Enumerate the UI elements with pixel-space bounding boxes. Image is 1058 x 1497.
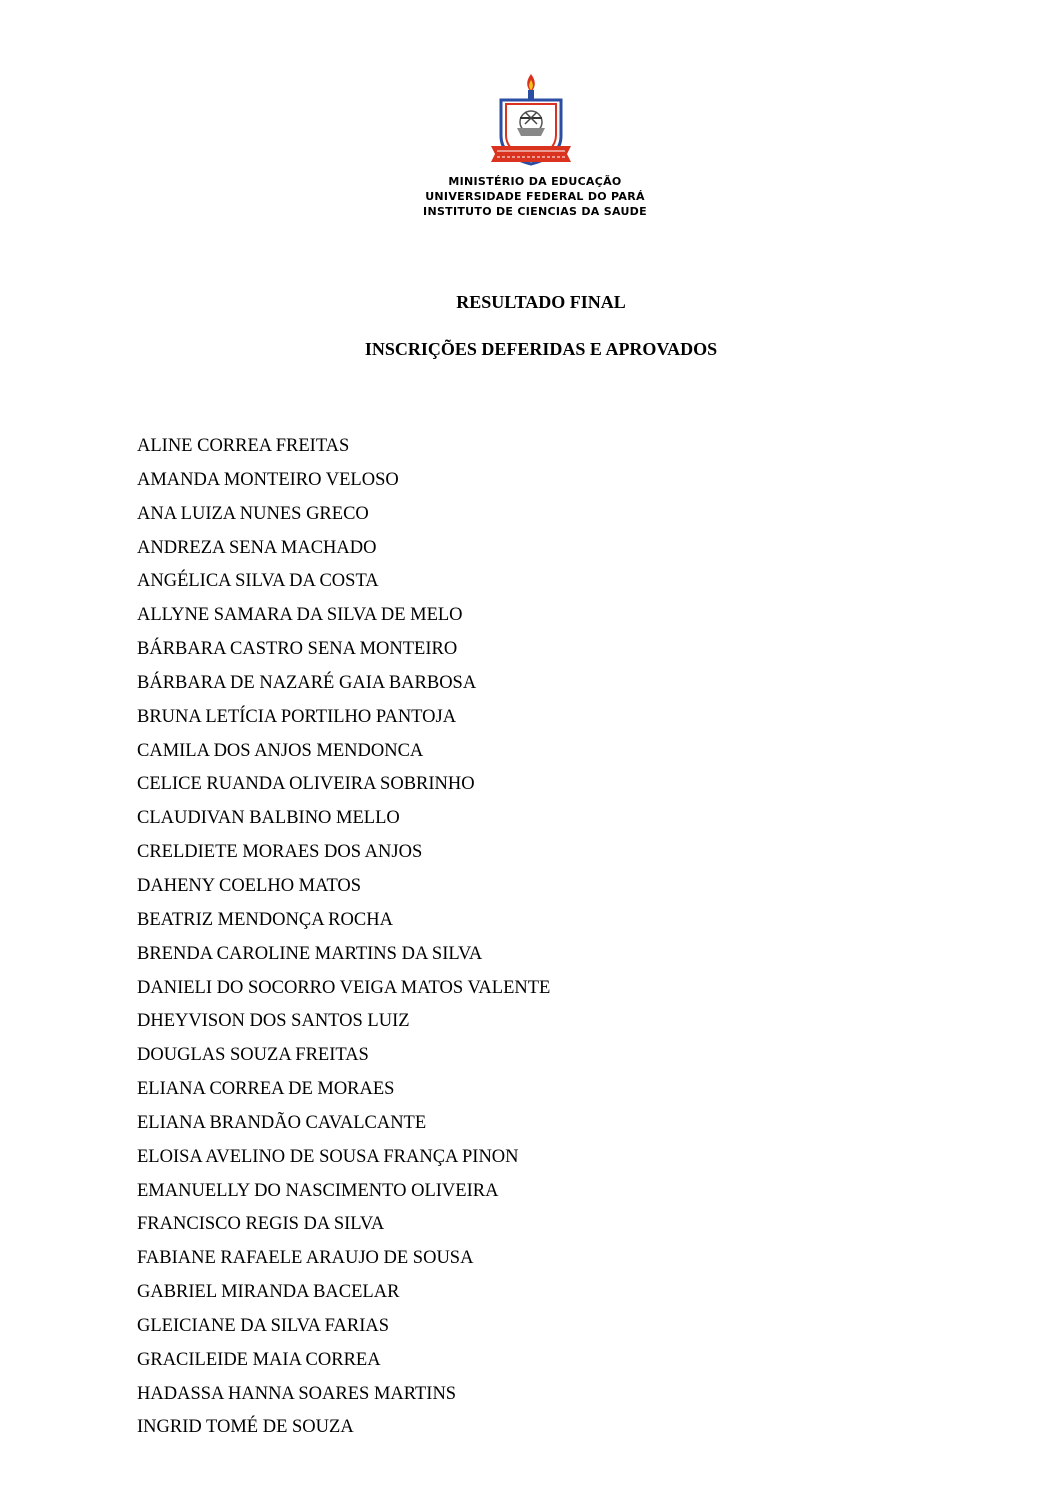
list-item: GRACILEIDE MAIA CORREA xyxy=(137,1349,381,1370)
list-item: BRENDA CAROLINE MARTINS DA SILVA xyxy=(137,943,483,964)
list-item: BÁRBARA CASTRO SENA MONTEIRO xyxy=(137,639,458,660)
university-name: UNIVERSIDADE FEDERAL DO PARÁ xyxy=(425,190,645,203)
list-item: CRELDIETE MORAES DOS ANJOS xyxy=(137,842,423,863)
list-item: ANGÉLICA SILVA DA COSTA xyxy=(137,571,379,592)
list-item: CLAUDIVAN BALBINO MELLO xyxy=(137,808,400,829)
list-item: BEATRIZ MENDONÇA ROCHA xyxy=(137,909,393,930)
document-title: RESULTADO FINAL xyxy=(456,292,626,312)
list-item: DAHENY COELHO MATOS xyxy=(137,875,362,896)
list-item: DOUGLAS SOUZA FREITAS xyxy=(137,1045,369,1066)
list-item: DANIELI DO SOCORRO VEIGA MATOS VALENTE xyxy=(137,977,551,998)
list-item: AMANDA MONTEIRO VELOSO xyxy=(137,469,399,490)
list-item: FRANCISCO REGIS DA SILVA xyxy=(137,1214,385,1235)
list-item: ELOISA AVELINO DE SOUSA FRANÇA PINON xyxy=(137,1146,519,1167)
ufpa-coat-of-arms-icon xyxy=(487,72,575,176)
list-item: ELIANA CORREA DE MORAES xyxy=(137,1079,395,1100)
list-item: GABRIEL MIRANDA BACELAR xyxy=(137,1282,400,1303)
document-subtitle: INSCRIÇÕES DEFERIDAS E APROVADOS xyxy=(364,339,718,359)
list-item: DHEYVISON DOS SANTOS LUIZ xyxy=(137,1011,410,1032)
institute-name: INSTITUTO DE CIENCIAS DA SAUDE xyxy=(423,205,647,218)
list-item: ANA LUIZA NUNES GRECO xyxy=(137,503,369,524)
list-item: INGRID TOMÉ DE SOUZA xyxy=(137,1417,354,1438)
list-item: GLEICIANE DA SILVA FARIAS xyxy=(137,1315,390,1336)
list-item: HADASSA HANNA SOARES MARTINS xyxy=(137,1383,457,1404)
list-item: ALINE CORREA FREITAS xyxy=(137,436,350,456)
list-item: BÁRBARA DE NAZARÉ GAIA BARBOSA xyxy=(137,672,477,693)
list-item: CAMILA DOS ANJOS MENDONCA xyxy=(137,740,424,761)
list-item: BRUNA LETÍCIA PORTILHO PANTOJA xyxy=(137,706,457,727)
ministry-name: MINISTÉRIO DA EDUCAÇÃO xyxy=(448,175,622,188)
list-item: CELICE RUANDA OLIVEIRA SOBRINHO xyxy=(137,774,475,795)
list-item: FABIANE RAFAELE ARAUJO DE SOUSA xyxy=(137,1248,474,1269)
approved-names-list xyxy=(137,432,550,1447)
list-item: EMANUELLY DO NASCIMENTO OLIVEIRA xyxy=(137,1180,499,1201)
list-item: ANDREZA SENA MACHADO xyxy=(137,537,377,558)
list-item: ALLYNE SAMARA DA SILVA DE MELO xyxy=(137,605,463,626)
list-item: ELIANA BRANDÃO CAVALCANTE xyxy=(137,1112,427,1133)
